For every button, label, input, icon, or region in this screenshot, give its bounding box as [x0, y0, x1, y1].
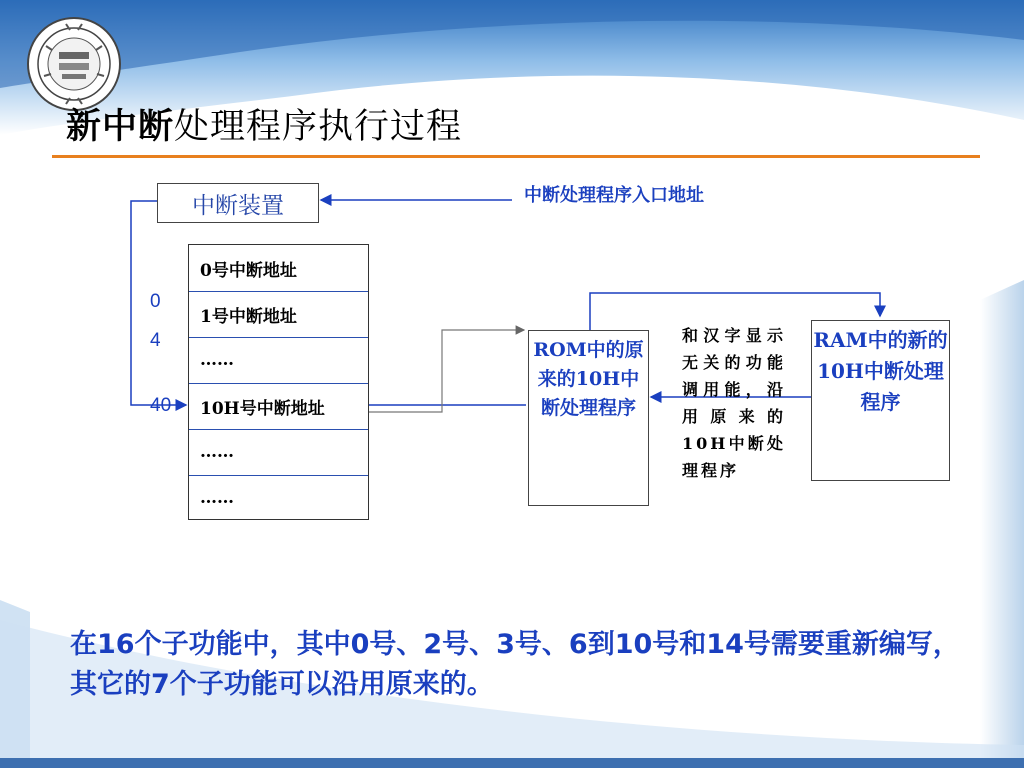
unrelated-functions-note: 和汉字显示无关的功能调用能，沿用原来的10H中断处理程序	[682, 326, 786, 480]
interrupt-vector-table	[188, 244, 369, 520]
vector-table-cell: ……	[200, 350, 234, 370]
offset-label: 4	[150, 330, 161, 351]
vector-table-cell: 10H号中断地址	[200, 398, 325, 419]
ram-handler-label: RAM中的新的10H中断处理程序	[813, 328, 948, 414]
offset-label: 40	[150, 395, 172, 416]
ram-handler-box	[811, 320, 950, 481]
rom-handler-box	[528, 330, 649, 506]
interrupt-device-label: 中断装置	[192, 192, 284, 219]
page-title	[66, 99, 462, 149]
summary-text: 在16个子功能中，其中0号、2号、3号、6到10号和14号需要重新编写，其它的7个子功能可以沿用原来的。	[70, 629, 960, 700]
rom-handler-label: ROM中的原来的10H中断处理程序	[533, 339, 644, 419]
vector-table-cell: 0号中断地址	[200, 260, 297, 281]
offset-label: 0	[150, 291, 161, 312]
entry-address-label: 中断处理程序入口地址	[524, 185, 704, 206]
title-bold: 新中断	[66, 107, 175, 147]
university-seal-logo	[26, 16, 122, 112]
vector-table-cell: 1号中断地址	[200, 306, 297, 327]
title-underline	[52, 155, 980, 158]
vector-table-cell: ……	[200, 442, 234, 462]
vector-table-cell: ……	[200, 488, 234, 508]
title-rest: 处理程序执行过程	[174, 107, 463, 147]
interrupt-device-box	[157, 183, 319, 223]
